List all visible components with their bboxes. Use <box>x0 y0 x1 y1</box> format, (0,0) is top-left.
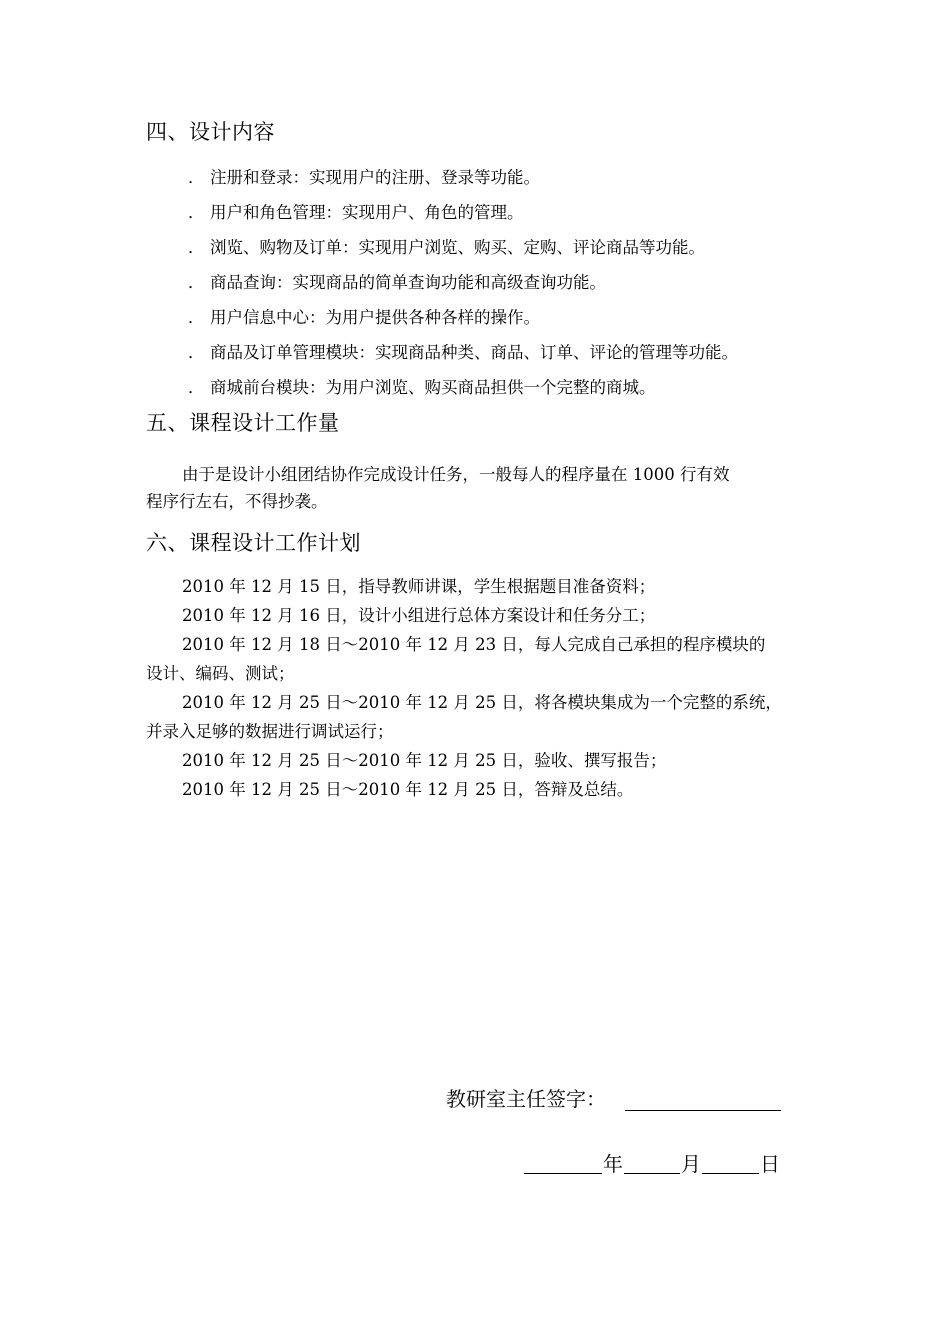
section-heading-work-plan: 六、课程设计工作计划 <box>146 531 361 555</box>
list-item-text: 用户信息中心：为用户提供各种各样的操作。 <box>210 308 540 327</box>
list-item-text: 商品及订单管理模块：实现商品种类、商品、订单、评论的管理等功能。 <box>210 343 738 362</box>
list-item <box>188 304 540 328</box>
list-item-text: 商品查询：实现商品的简单查询功能和高级查询功能。 <box>210 273 606 292</box>
list-bullet: ． <box>188 308 205 327</box>
plan-line: 2010 年 12 月 18 日～2010 年 12 月 23 日，每人完成自己承担的程序模块的 <box>182 635 766 654</box>
list-item <box>188 164 540 188</box>
list-bullet: ． <box>188 168 205 187</box>
paragraph-line: 由于是设计小组团结协作完成设计任务，一般每人的程序量在 1000 行有效 <box>182 465 730 484</box>
list-item <box>188 339 738 363</box>
plan-line: 并录入足够的数据进行调试运行； <box>146 722 394 741</box>
list-item-text: 浏览、购物及订单：实现用户浏览、购买、定购、评论商品等功能。 <box>210 238 705 257</box>
plan-line: 2010 年 12 月 25 日～2010 年 12 月 25 日，将各模块集成为一个完整的系统， <box>182 693 782 712</box>
section-heading-design-content: 四、设计内容 <box>146 120 275 144</box>
list-item <box>188 269 606 293</box>
plan-line: 2010 年 12 月 15 日，指导教师讲课，学生根据题目准备资料； <box>182 577 656 596</box>
date-day-label: 日 <box>760 1152 780 1176</box>
signature-blank-line <box>625 1110 781 1111</box>
list-bullet: ． <box>188 238 205 257</box>
plan-line: 2010 年 12 月 25 日～2010 年 12 月 25 日，验收、撰写报告； <box>182 751 667 770</box>
list-item <box>188 234 705 258</box>
date-year-label: 年 <box>603 1152 623 1176</box>
year-blank-line <box>524 1173 602 1174</box>
paragraph-line: 程序行左右，不得抄袭。 <box>146 492 328 511</box>
plan-line: 设计、编码、测试； <box>146 664 295 683</box>
list-item-text: 注册和登录：实现用户的注册、登录等功能。 <box>210 168 540 187</box>
list-item-text: 用户和角色管理：实现用户、角色的管理。 <box>210 203 524 222</box>
list-item <box>188 374 656 398</box>
list-bullet: ． <box>188 378 205 397</box>
date-month-label: 月 <box>681 1152 701 1176</box>
plan-line: 2010 年 12 月 25 日～2010 年 12 月 25 日，答辩及总结。 <box>182 780 634 799</box>
list-item <box>188 199 524 223</box>
list-bullet: ． <box>188 343 205 362</box>
signature-label: 教研室主任签字： <box>446 1087 606 1111</box>
month-blank-line <box>624 1173 680 1174</box>
list-item-text: 商城前台模块：为用户浏览、购买商品担供一个完整的商城。 <box>210 378 656 397</box>
list-bullet: ． <box>188 203 205 222</box>
day-blank-line <box>702 1173 759 1174</box>
list-bullet: ． <box>188 273 205 292</box>
plan-line: 2010 年 12 月 16 日，设计小组进行总体方案设计和任务分工； <box>182 606 656 625</box>
section-heading-workload: 五、课程设计工作量 <box>146 411 340 435</box>
